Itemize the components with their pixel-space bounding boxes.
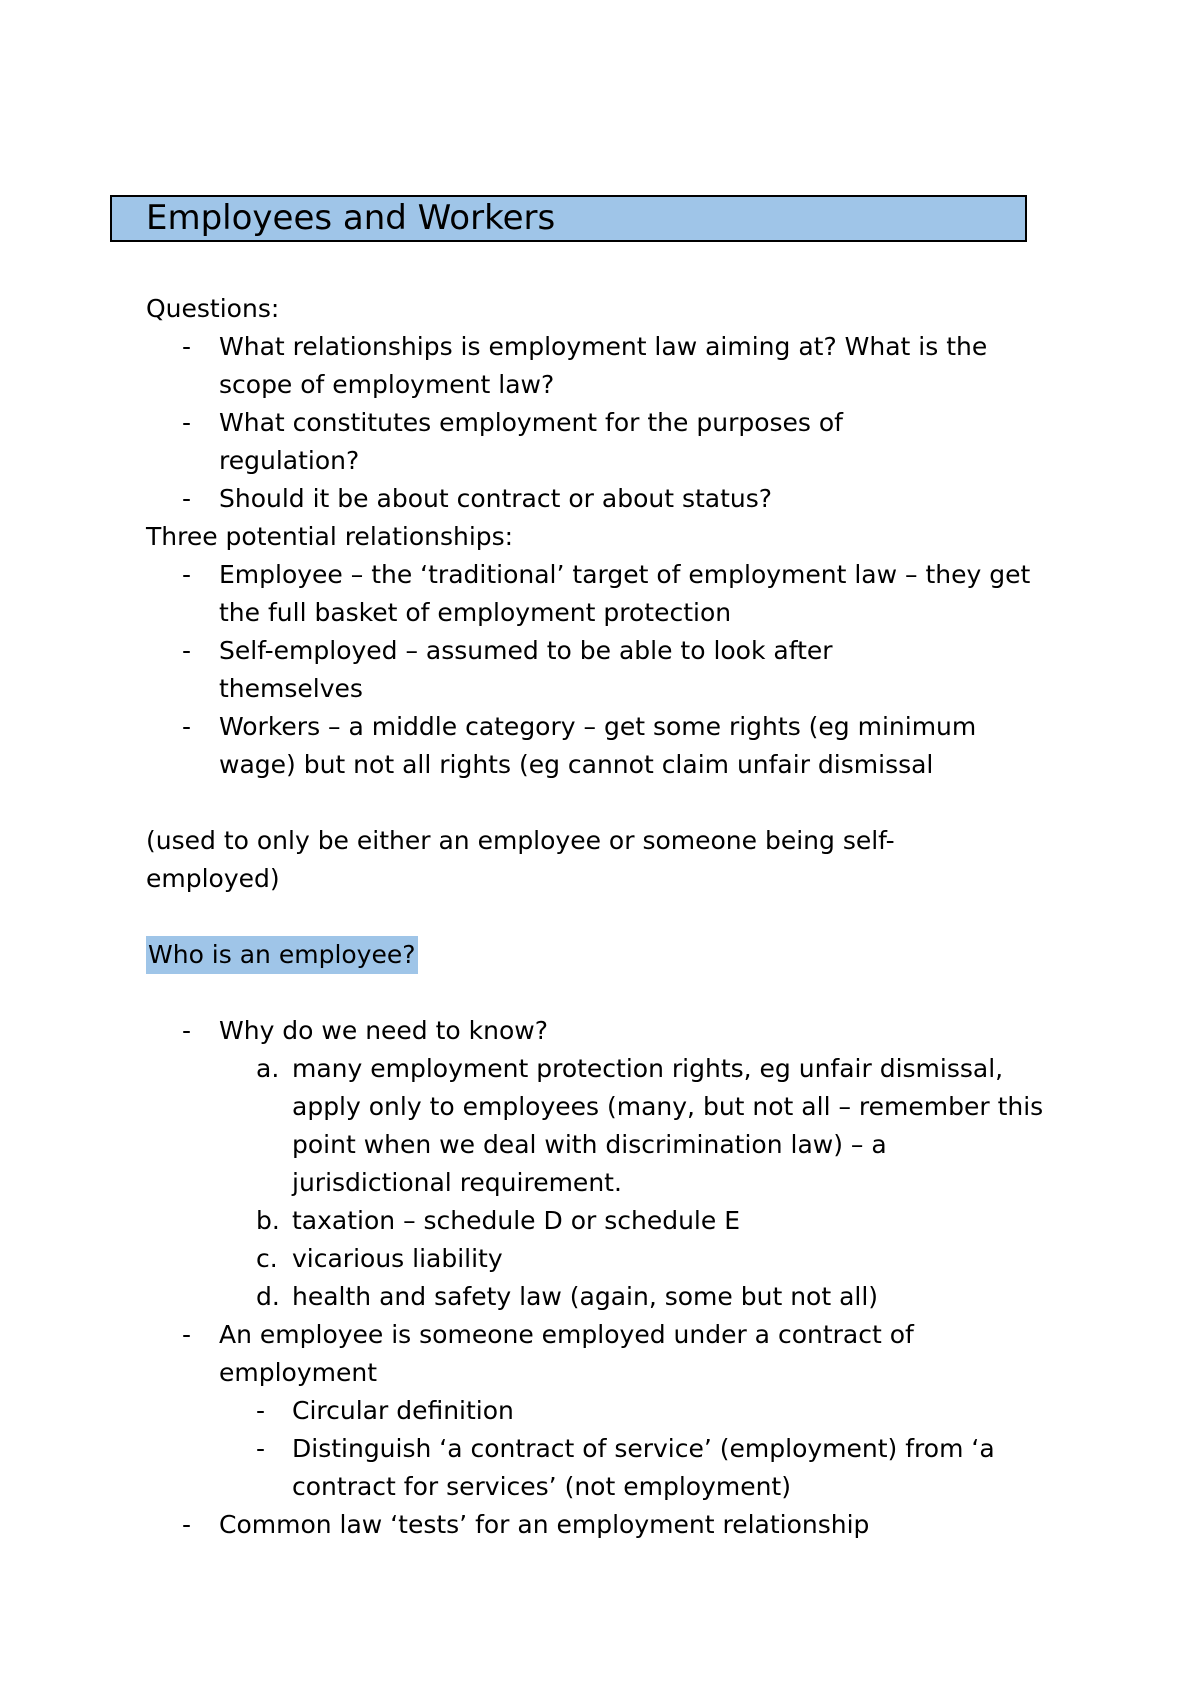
reason-text: vicarious liability [292, 1244, 503, 1273]
reason-letter: a. [256, 1054, 280, 1083]
relationship-text: Self-employed – assumed to be able to look after themselves [219, 636, 833, 703]
definition-point [146, 1430, 1076, 1506]
reason-letter: d. [256, 1282, 280, 1311]
reason-item [146, 1240, 1076, 1278]
tests-text: Common law ‘tests’ for an employment relationship [219, 1510, 870, 1539]
reason-letter: b. [256, 1206, 280, 1235]
reason-text: many employment protection rights, eg unfair dismissal, apply only to employees (many, but not all – remember this point when we deal with discrimination law) – a jurisdictional requirement. [292, 1054, 1044, 1197]
section-heading-line [146, 936, 1076, 974]
bullet-dash: - [182, 332, 192, 361]
relationship-item [146, 632, 1076, 708]
bullet-dash: - [182, 484, 192, 513]
relationship-text: Employee – the ‘traditional’ target of employment law – they get the full basket of employment protection [219, 560, 1031, 627]
bullet-dash: - [256, 1434, 266, 1463]
blank-line [146, 974, 1076, 1012]
bullet-dash: - [256, 1396, 266, 1425]
why-text: Why do we need to know? [219, 1016, 548, 1045]
bullet-dash: - [182, 712, 192, 741]
definition-text: An employee is someone employed under a contract of employment [219, 1320, 914, 1387]
tests-item [146, 1506, 1076, 1544]
document-title: Employees and Workers [146, 198, 556, 238]
question-item [146, 328, 1076, 404]
reason-text: health and safety law (again, some but not all) [292, 1282, 879, 1311]
reason-item [146, 1050, 1076, 1202]
bullet-dash: - [182, 636, 192, 665]
question-item [146, 480, 1076, 518]
relationship-text: Workers – a middle category – get some rights (eg minimum wage) but not all rights (eg cannot claim unfair dismissal [219, 712, 977, 779]
reason-item [146, 1202, 1076, 1240]
question-text: What constitutes employment for the purposes of regulation? [219, 408, 843, 475]
bullet-dash: - [182, 560, 192, 589]
definition-point [146, 1392, 1076, 1430]
reason-item [146, 1278, 1076, 1316]
reason-text: taxation – schedule D or schedule E [292, 1206, 740, 1235]
blank-line [146, 898, 1076, 936]
definition-point-text: Distinguish ‘a contract of service’ (employment) from ‘a contract for services’ (not employment) [292, 1434, 995, 1501]
relationship-item [146, 708, 1076, 822]
section-heading: Who is an employee? [146, 936, 418, 974]
bullet-dash: - [182, 408, 192, 437]
question-text: Should it be about contract or about status? [219, 484, 773, 513]
bullet-dash: - [182, 1016, 192, 1045]
question-text: What relationships is employment law aiming at? What is the scope of employment law? [219, 332, 988, 399]
question-item [146, 404, 1076, 480]
questions-heading: Questions: [146, 294, 280, 323]
bullet-dash: - [182, 1510, 192, 1539]
title-box [110, 195, 1027, 242]
reason-letter: c. [256, 1244, 278, 1273]
definition-point-text: Circular definition [292, 1396, 514, 1425]
relationships-heading: Three potential relationships: [146, 522, 514, 551]
relationship-item [146, 556, 1076, 632]
bullet-dash: - [182, 1320, 192, 1349]
why-item [146, 1012, 1076, 1050]
note-text: (used to only be either an employee or someone being self-employed) [146, 826, 895, 893]
definition-item [146, 1316, 1076, 1392]
document-body [146, 290, 1076, 1544]
